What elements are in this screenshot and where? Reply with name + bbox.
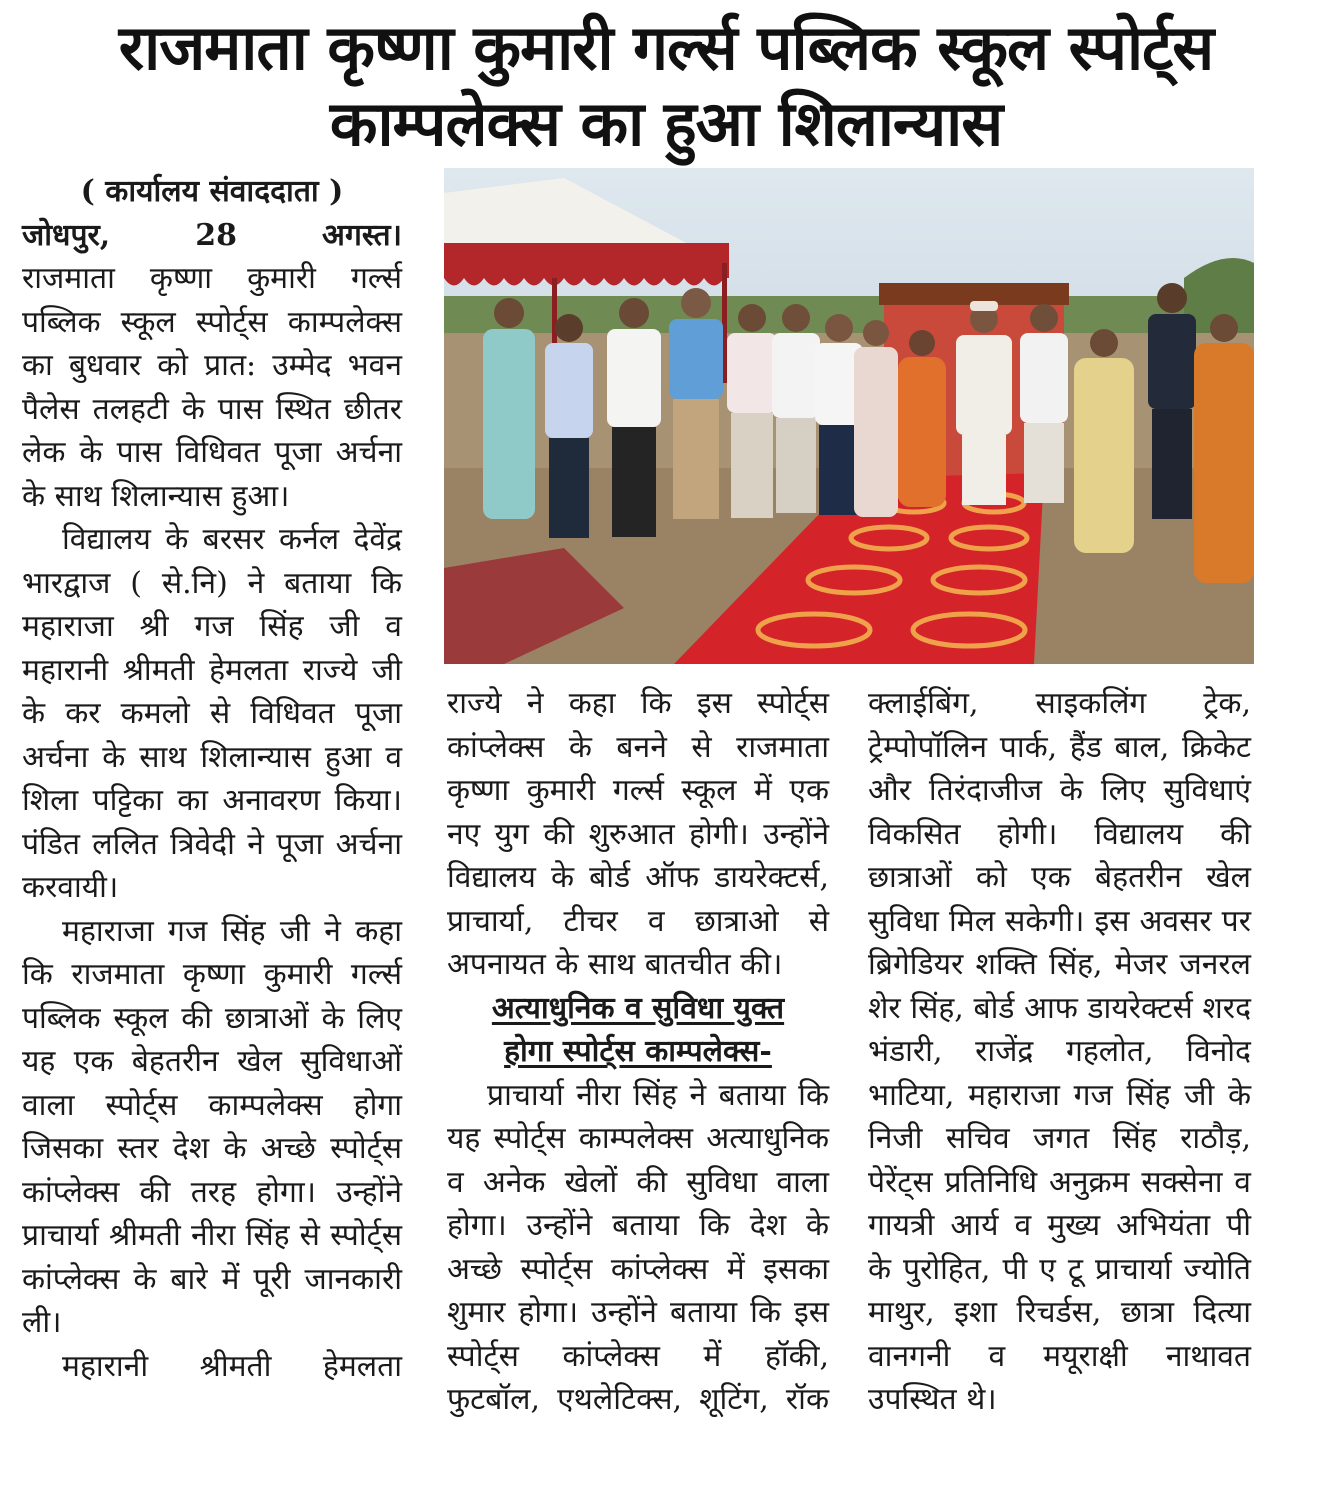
paragraph: विद्यालय के बरसर कर्नल देवेंद्र भारद्वाज ( से.नि) ने बताया कि महाराजा श्री गज सिंह जी व महारानी श्रीमती हेमलता राज्ये जी के कर कमलो से विधिवत पूजा अर्चना के साथ शिलान्यास हुआ व शिला पट्टिका का अनावरण किया। पंडित ललित त्रिवेदी ने पूजा अर्चना करवायी। xyxy=(22,522,402,905)
subheading xyxy=(447,987,829,1074)
headline-line-1: राजमाता कृष्णा कुमारी गर्ल्स पब्लिक स्कूल स्पोर्ट्स xyxy=(118,11,1214,84)
paragraph: राज्ये ने कहा कि इस स्पोर्ट्स कांप्लेक्स के बनने से राजमाता कृष्णा कुमारी गर्ल्स स्कूल में एक नए युग की शुरुआत होगी। उन्होंने विद्यालय के बोर्ड ऑफ डायरेक्टर्स, प्राचार्या, टीचर व छात्राओ से अपनायत के साथ बातचीत की। xyxy=(447,686,829,982)
article-column-3 xyxy=(868,682,1251,1422)
paragraph: प्राचार्या नीरा सिंह ने बताया कि यह स्पोर्ट्स काम्पलेक्स अत्याधुनिक व अनेक खेलों की सुविधा वाला होगा। उन्होंने बताया कि देश के अच्छे स्पोर्ट्स कांप्लेक्स में इसका शुमार होगा। उन्होंने बताया कि इस स्पोर्ट्स कांप्लेक्स में हॉकी, फुटबॉल, एथलेटिक्स, शूटिंग, रॉक xyxy=(447,1077,829,1417)
paragraph: राजमाता कृष्णा कुमारी गर्ल्स पब्लिक स्कूल स्पोर्ट्स काम्पलेक्स का बुधवार को प्रात: उम्मेद भवन पैलेस तलहटी के पास स्थित छीतर लेक के पास विधिवत पूजा अर्चना के साथ शिलान्यास हुआ। xyxy=(22,261,402,514)
paragraph: क्लाईबिंग, साइकलिंग ट्रेक, ट्रेम्पोपॉलिन पार्क, हैंड बाल, क्रिकेट और तिरंदाजीज के लिए सुविधाएं विकसित होगी। विद्यालय की छात्राओं को एक बेहतरीन खेल सुविधा मिल सकेगी। इस अवसर पर ब्रिगेडियर शक्ति सिंह, मेजर जनरल शेर सिंह, बोर्ड आफ डायरेक्टर्स शरद भंडारी, राजेंद्र गहलोत, विनोद भाटिया, महाराजा गज सिंह जी के निजी सचिव जगत सिंह राठौड़, पेरेंट्स प्रतिनिधि अनुक्रम सक्सेना व गायत्री आर्य व मुख्य अभियंता पी के पुरोहित, पी ए टू प्राचार्या ज्योति माथुर, इशा रिचर्डस, छात्रा दित्या वानगनी व मयूराक्षी नाथावत उपस्थित थे। xyxy=(868,686,1251,1417)
subheading-line-1: अत्याधुनिक व सुविधा युक्त xyxy=(491,990,785,1026)
dateline: जोधपुर, 28 अगस्त। xyxy=(22,217,402,253)
event-photo xyxy=(444,168,1254,664)
headline-line-2: काम्पलेक्स का हुआ शिलान्यास xyxy=(329,87,1003,160)
photo-illustration xyxy=(444,168,1254,664)
article-column-1 xyxy=(22,170,402,1388)
paragraph: महाराजा गज सिंह जी ने कहा कि राजमाता कृष्णा कुमारी गर्ल्स पब्लिक स्कूल की छात्राओं के लिए यह एक बेहतरीन खेल सुविधाओं वाला स्पोर्ट्स काम्पलेक्स होगा जिसका स्तर देश के अच्छे स्पोर्ट्स कांप्लेक्स की तरह होगा। उन्होंने प्राचार्या श्रीमती नीरा सिंह से स्पोर्ट्स कांप्लेक्स के बारे में पूरी जानकारी ली। xyxy=(22,913,402,1340)
article-column-2 xyxy=(447,682,829,1422)
byline: ( कार्यालय संवाददाता ) xyxy=(80,174,344,209)
headline xyxy=(20,10,1312,162)
paragraph: महारानी श्रीमती हेमलता xyxy=(62,1348,402,1384)
subheading-line-2: होगा स्पोर्ट्स काम्पलेक्स- xyxy=(504,1034,772,1069)
